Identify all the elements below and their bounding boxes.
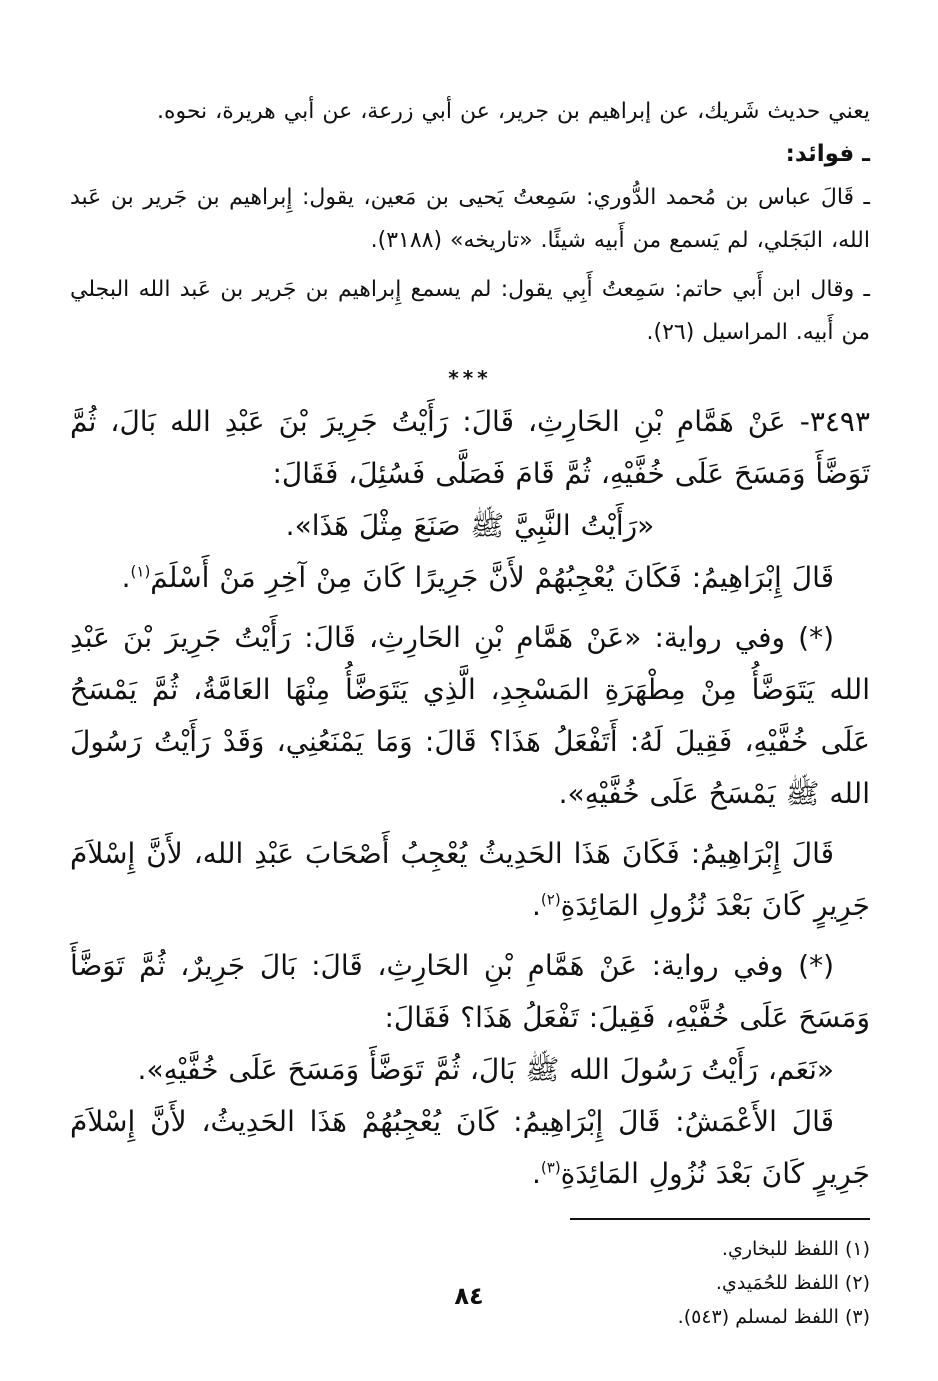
ibrahim-comment-1-end: . (121, 561, 131, 594)
amash-comment-end: . (531, 1157, 541, 1190)
ibrahim-comment-1-text: قَالَ إِبْرَاهِيمُ: فَكَانَ يُعْجِبُهُمْ لأَنَّ جَرِيرًا كَانَ مِنْ آخِرِ مَنْ أَسْلَمَ (150, 561, 834, 594)
riwaya-2: (*) وفي رواية: عَنْ هَمَّامِ بْنِ الحَارِثِ، قَالَ: بَالَ جَرِيرٌ، ثُمَّ تَوَضَّأَ وَمَسَحَ عَلَى خُفَّيْهِ، فَقِيلَ: تَفْعَلُ هَذَا؟ فَقَالَ: (70, 949, 870, 1034)
ibrahim-comment-1 (70, 552, 870, 604)
footnote-divider (570, 1218, 870, 1220)
footnote-3: (٣) اللفظ لمسلم (٥٤٣). (677, 1306, 870, 1328)
fawaid-item-2: ـ وقال ابن أَبي حاتم: سَمِعتُ أَبِي يقول: لم يسمع إِبراهيم بن جَرير بن عَبد الله البجلي من أَبيه. المراسيل (٢٦). (70, 277, 870, 345)
footnote-ref-2: (٢) (540, 890, 561, 909)
ibrahim-comment-2-end: . (531, 889, 541, 922)
hadith-quote: «رَأَيْتُ النَّبِيَّ ﷺ صَنَعَ مِثْلَ هَذَا». (285, 509, 655, 542)
footnote-1: (١) اللفظ للبخاري. (721, 1238, 870, 1260)
section-separator: *** (448, 366, 492, 390)
page-number: ٨٤ (454, 1282, 484, 1310)
ibrahim-comment-2 (70, 828, 870, 932)
hadith-main: ٣٤٩٣- عَنْ هَمَّامِ بْنِ الحَارِثِ، قَالَ: رَأَيْتُ جَرِيرَ بْنَ عَبْدِ الله بَالَ، ثُمَّ تَوَضَّأَ وَمَسَحَ عَلَى خُفَّيْهِ، ثُمَّ قَامَ فَصَلَّى فَسُئِلَ، فَقَالَ: (70, 405, 870, 490)
footnote-ref-1: (١) (130, 562, 151, 581)
amash-comment-text: قَالَ الأَعْمَشُ: قَالَ إِبْرَاهِيمُ: كَانَ يُعْجِبُهُمْ هَذَا الحَدِيثُ، لأَنَّ إِسْلاَمَ جَرِيرٍ كَانَ بَعْدَ نُزُولِ المَائِدَةِ (70, 1105, 870, 1190)
intro-line: يعني حديث شَريك، عن إبراهيم بن جرير، عن أبي زرعة، عن أبي هريرة، نحوه. (156, 99, 870, 124)
footnote-2: (٢) اللفظ للحُمَيدي. (715, 1272, 870, 1294)
fawaid-item-1: ـ قَالَ عباس بن مُحمد الدُّوري: سَمِعتُ يَحيى بن مَعين، يقول: إِبراهيم بن جَرير بن عَبد الله، البَجَلي، لم يَسمع من أَبيه شيئًا. «تاريخه» (٣١٨٨). (70, 185, 870, 253)
riwaya-1: (*) وفي رواية: «عَنْ هَمَّامِ بْنِ الحَارِثِ، قَالَ: رَأَيْتُ جَرِيرَ بْنَ عَبْدِ الله يَتَوَضَّأُ مِنْ مِطْهَرَةِ المَسْجِدِ، الَّذِي يَتَوَضَّأُ مِنْهَا العَامَّةُ، ثُمَّ يَمْسَحُ عَلَى خُفَّيْهِ، فَقِيلَ لَهُ: أَتَفْعَلُ هَذَا؟ قَالَ: وَمَا يَمْنَعُنِي، وَقَدْ رَأَيْتُ رَسُولَ الله ﷺ يَمْسَحُ عَلَى خُفَّيْهِ». (70, 621, 870, 810)
ibrahim-comment-2-text: قَالَ إِبْرَاهِيمُ: فَكَانَ هَذَا الحَدِيثُ يُعْجِبُ أَصْحَابَ عَبْدِ الله، لأَنَّ إِسْلاَمَ جَرِيرٍ كَانَ بَعْدَ نُزُولِ المَائِدَةِ (70, 837, 870, 922)
fawaid-heading: ـ فوائد: (785, 141, 870, 167)
amash-comment (70, 1096, 870, 1200)
document-page (70, 90, 870, 1328)
footnote-ref-3: (٣) (540, 1158, 561, 1177)
hadith-quote-2: «نَعَم، رَأَيْتُ رَسُولَ الله ﷺ بَالَ، ثُمَّ تَوَضَّأَ وَمَسَحَ عَلَى خُفَّيْهِ». (137, 1053, 834, 1086)
